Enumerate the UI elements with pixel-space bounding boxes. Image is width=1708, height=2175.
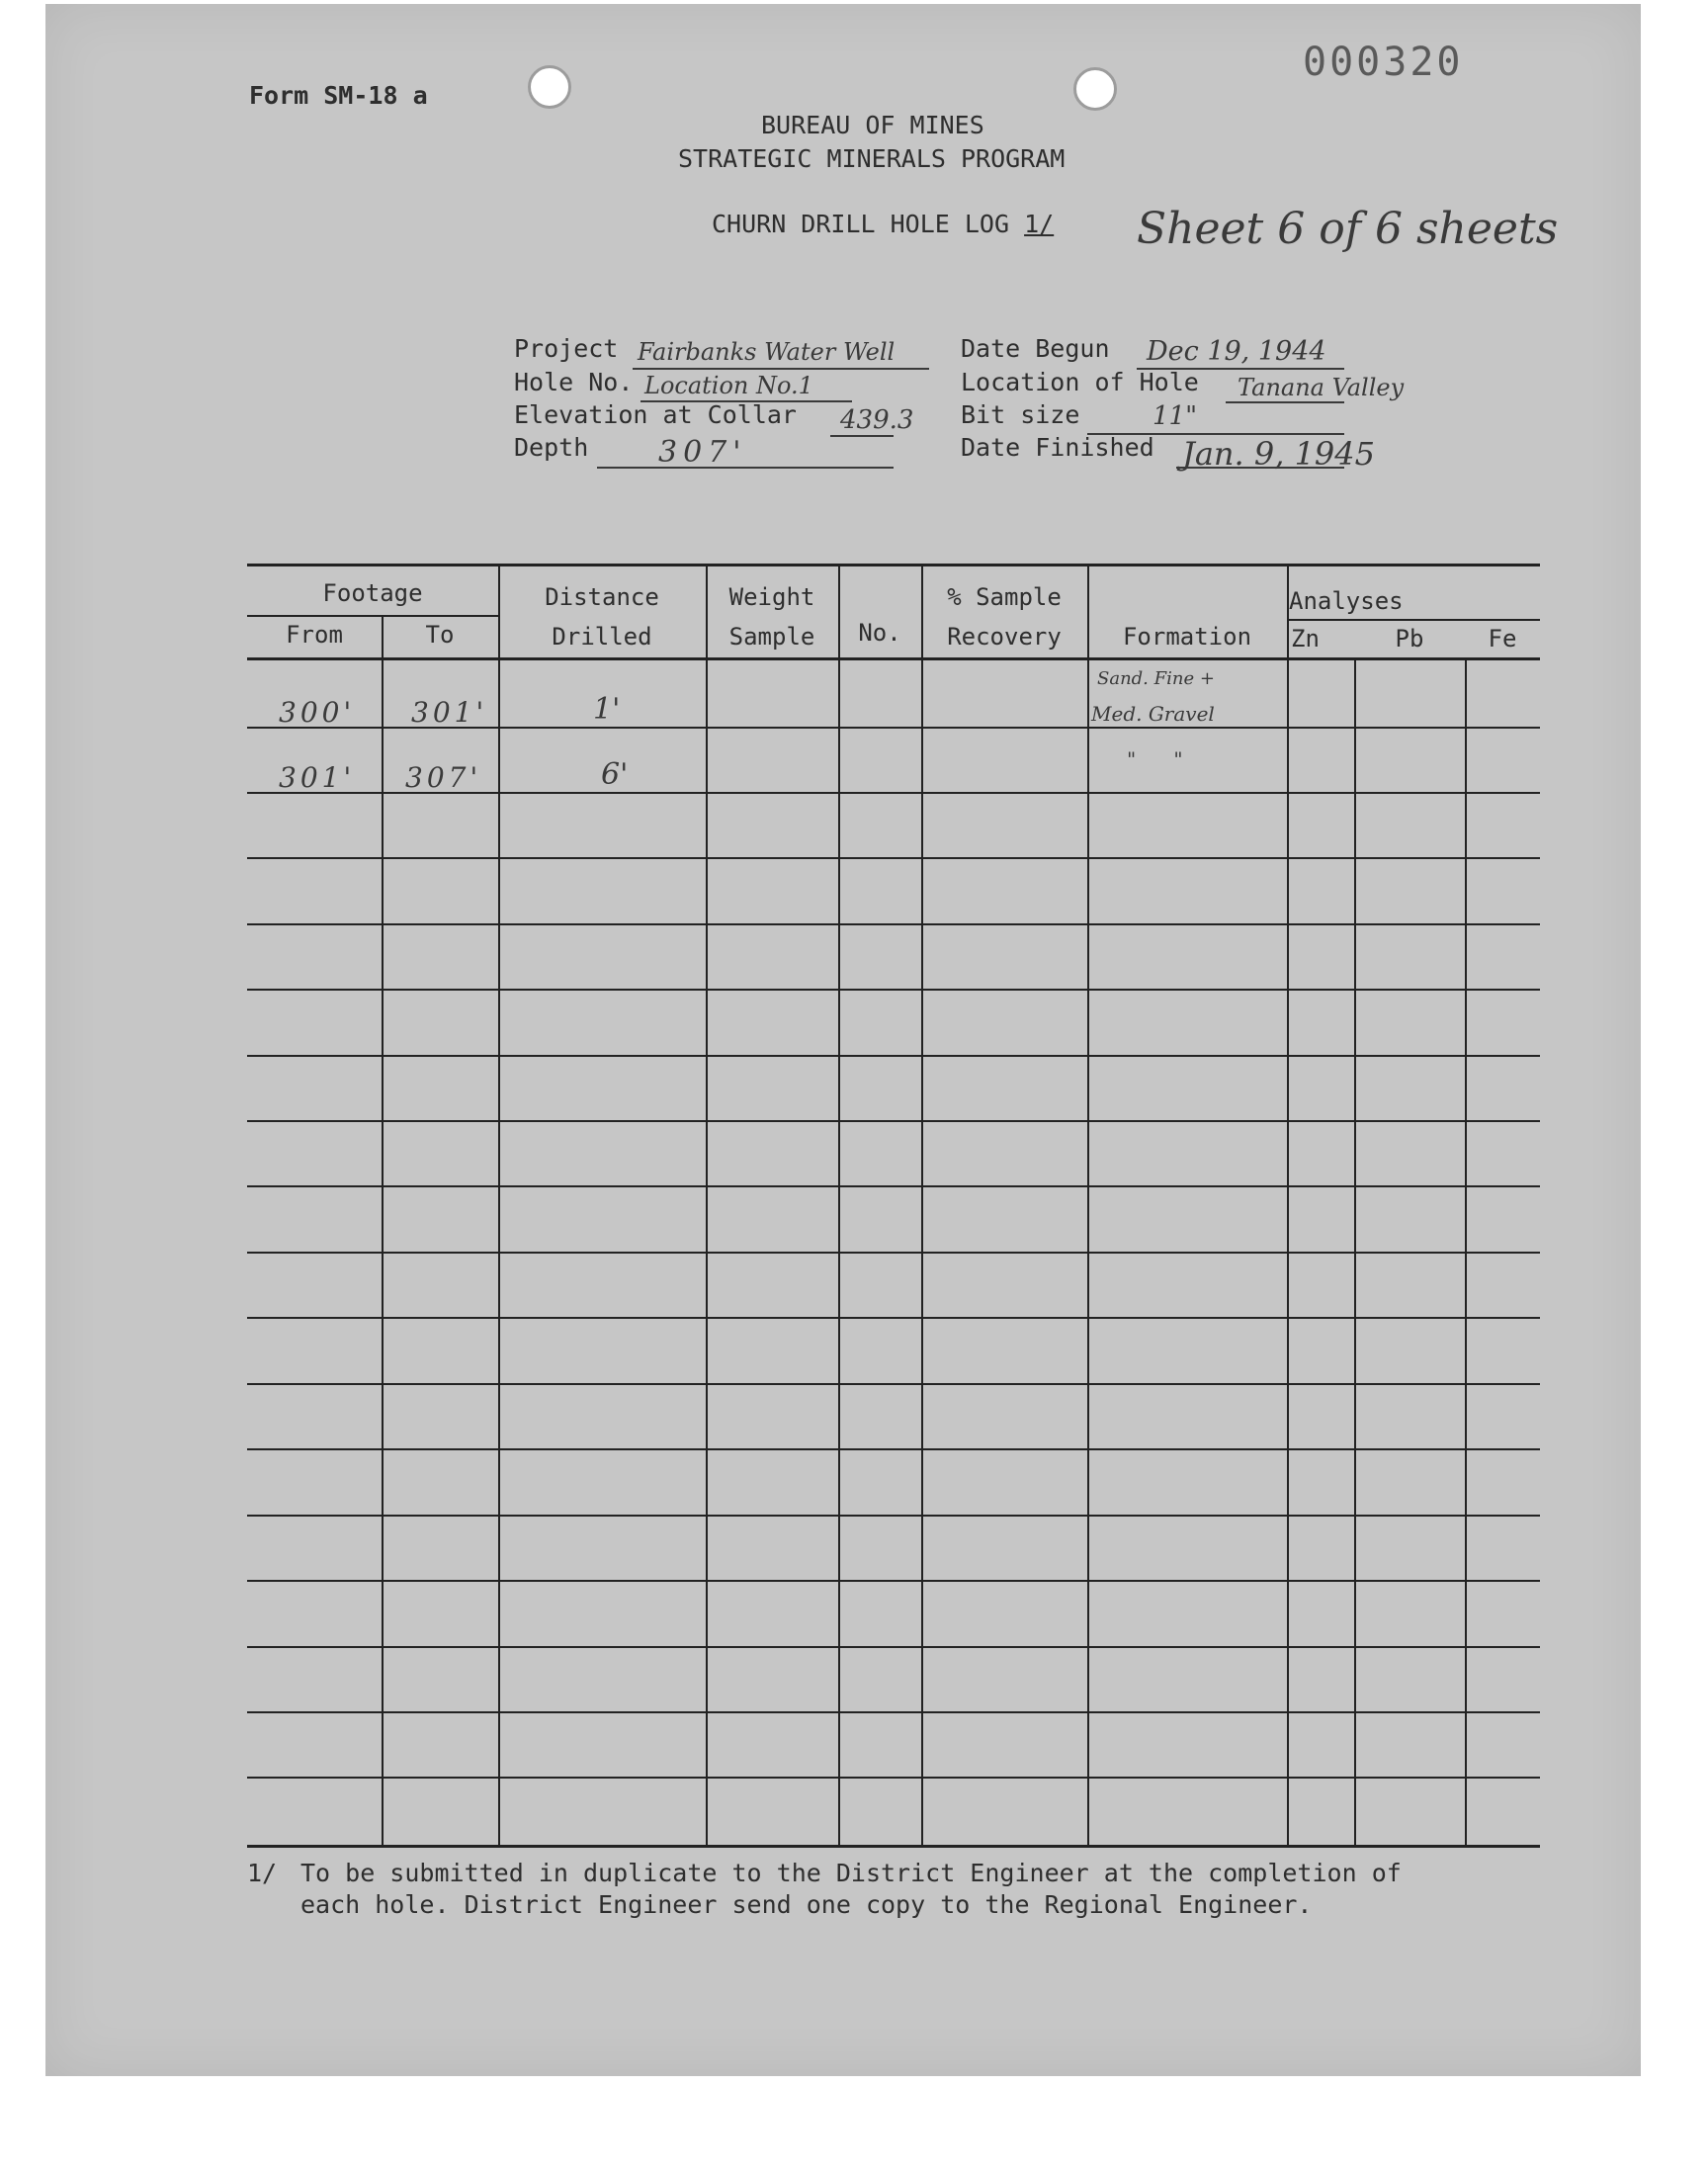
col-rule-footage [498,564,500,1845]
elevation-value: 439.3 [840,405,914,435]
row-rule [247,1317,1540,1319]
date-finished-value: Jan. 9, 1945 [1182,435,1375,473]
distance-header-line2: Drilled [552,623,652,651]
depth-value: 307' [658,435,747,470]
row2-from: 301' [279,761,356,794]
location-value: Tanana Valley [1238,374,1405,401]
hole-label: Hole No. [514,368,634,396]
distance-header-line1: Distance [545,583,659,611]
bit-size-label: Bit size [961,400,1080,429]
form-sheet [45,4,1641,2076]
form-id: Form SM-18 a [249,81,428,110]
date-begun-value: Dec 19, 1944 [1147,336,1326,367]
row-rule [247,857,1540,859]
sheet-note: Sheet 6 of 6 sheets [1137,204,1559,254]
depth-underline [597,467,894,469]
header-bottom-rule [247,657,1540,660]
project-value: Fairbanks Water Well [638,338,896,366]
table-top-rule [247,564,1540,566]
pb-header: Pb [1395,625,1424,652]
to-header: To [425,621,455,649]
date-finished-underline [1176,467,1344,469]
col-rule-zn [1354,657,1356,1845]
table-bottom-rule [247,1845,1540,1848]
zn-header: Zn [1291,625,1320,652]
footnote-line1: To be submitted in duplicate to the District Engineer at the completion of [300,1859,1402,1887]
date-begun-label: Date Begun [961,334,1110,363]
row-rule [247,1711,1540,1713]
elevation-underline [830,435,894,437]
col-rule-distance [706,564,708,1845]
col-rule-from-to [382,615,384,1845]
no-header: No. [858,619,901,647]
footnote-line2: each hole. District Engineer send one copy to the Regional Engineer. [300,1890,1313,1919]
page-title-text: CHURN DRILL HOLE LOG [712,210,1010,238]
row2-formation: " " [1127,747,1183,771]
row2-to: 307' [405,761,482,794]
col-rule-no [921,564,923,1845]
row-rule [247,1055,1540,1057]
row-rule [247,1777,1540,1779]
footnote-marker: 1/ [247,1859,278,1887]
row1-formation-line2: Med. Gravel [1091,702,1215,726]
row-rule [247,1515,1540,1517]
row-rule [247,1383,1540,1385]
col-rule-pb [1465,657,1467,1845]
depth-label: Depth [514,433,589,462]
location-label: Location of Hole [961,368,1199,396]
row-rule [247,1580,1540,1582]
row-rule [247,1646,1540,1648]
weight-header-line2: Sample [728,623,815,651]
org-name: BUREAU OF MINES [761,111,984,139]
location-underline [1226,401,1344,403]
row1-from: 300' [279,696,356,729]
row-rule [247,923,1540,925]
row-rule [247,1120,1540,1122]
row-rule [247,989,1540,991]
weight-header-line1: Weight [728,583,815,611]
row1-formation-line1: Sand. Fine + [1097,668,1215,689]
stamp-number: 000320 [1303,40,1464,85]
date-finished-label: Date Finished [961,433,1154,462]
project-underline [633,368,929,370]
punch-hole-left [528,65,571,109]
fe-header: Fe [1488,625,1517,652]
page-title [712,210,1054,238]
analyses-subheader-rule [1287,619,1540,621]
col-rule-weight [838,564,840,1845]
row-rule [247,1252,1540,1254]
elevation-label: Elevation at Collar [514,400,797,429]
row1-to: 301' [411,696,488,729]
footage-header: Footage [322,579,423,607]
project-label: Project [514,334,619,363]
col-rule-formation [1287,564,1289,1845]
recovery-header-line1: % Sample [947,583,1062,611]
title-footnote-ref: 1/ [1024,210,1055,238]
analyses-header: Analyses [1289,587,1404,615]
punch-hole-right [1073,67,1117,111]
footage-subheader-rule [247,615,498,617]
program-name: STRATEGIC MINERALS PROGRAM [678,144,1066,173]
row-rule [247,1185,1540,1187]
from-header: From [286,621,343,649]
recovery-header-line2: Recovery [947,623,1062,651]
bit-size-value: 11" [1153,401,1198,431]
col-rule-recovery [1087,564,1089,1845]
formation-header: Formation [1122,623,1252,651]
row1-distance: 1' [593,692,621,727]
row-rule [247,1448,1540,1450]
row2-distance: 6' [601,757,629,792]
hole-value: Location No.1 [644,372,813,399]
